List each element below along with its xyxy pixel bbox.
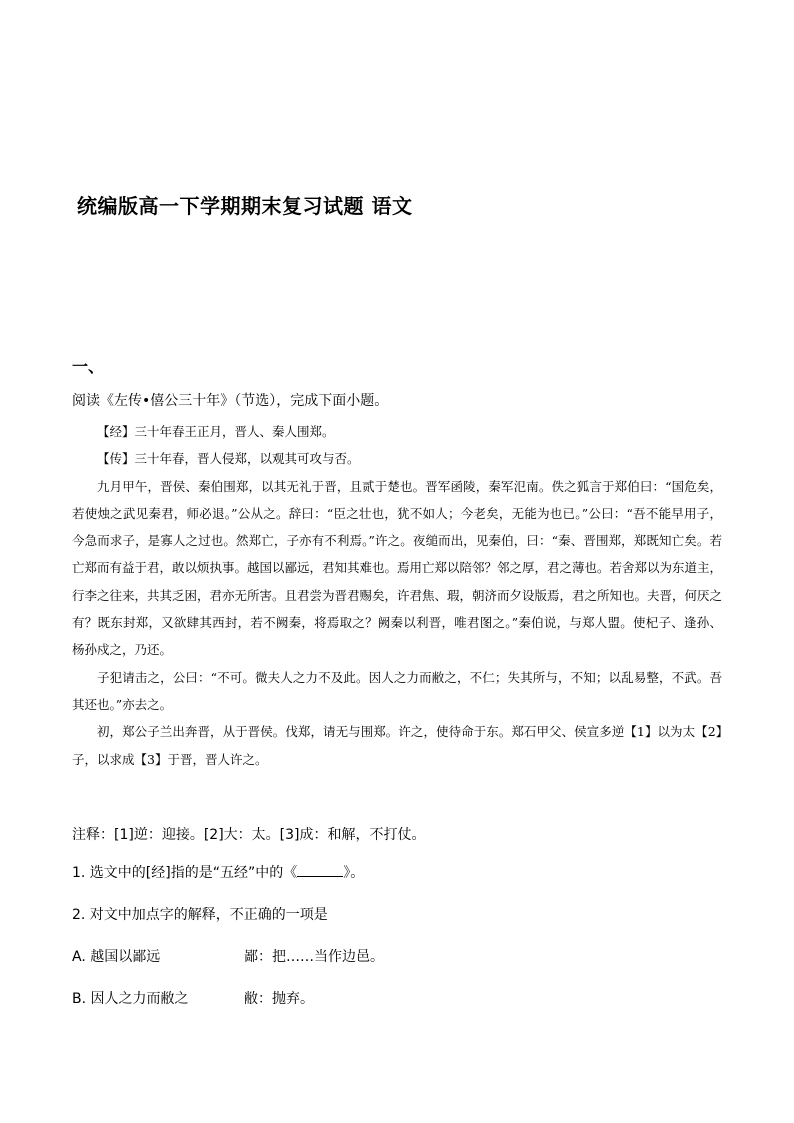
passage-paragraph: 子犯请击之，公曰：“不可。微夫人之力不及此。因人之力而敝之，不仁；失其所与，不知；以乱易整，不武。吾其还也。”亦去之。: [72, 669, 722, 712]
question-1-text: 1. 选文中的[经]指的是“五经”中的《: [72, 865, 298, 881]
reading-instruction: 阅读《左传•僖公三十年》（节选），完成下面小题。: [72, 393, 389, 409]
question-1: [72, 862, 364, 882]
option-a: [72, 946, 384, 966]
passage-paragraph: 【经】三十年春王正月，晋人、秦人围郑。: [97, 424, 335, 439]
passage-paragraph: 九月甲午，晋侯、秦伯围郑，以其无礼于晋，且贰于楚也。晋军函陵，秦军氾南。佚之狐言于郑伯曰：“国危矣，若使烛之武见秦君，师必退。”公从之。辞曰：“臣之壮也，犹不如人；今老矣，无能为也已。”公曰：“吾不能早用子，今急而求子，是寡人之过也。然郑亡，子亦有不利焉。”许之。夜缒而出，见秦伯，曰：“秦、晋围郑，郑既知亡矣。若亡郑而有益于君，敢以烦执事。越国以鄙远，君知其难也。焉用亡郑以陪邻？邻之厚，君之薄也。若舍郑以为东道主，行李之往来，共其乏困，君亦无所害。且君尝为晋君赐矣，许君焦、瑕，朝济而夕设版焉，君之所知也。夫晋，何厌之有？既东封郑，又欲肆其西封，若不阙秦，将焉取之？阙秦以利晋，唯君图之。”秦伯说，与郑人盟。使杞子、逢孙、杨孙戍之，乃还。: [72, 478, 723, 658]
passage-paragraph: 【传】三十年春，晋人侵郑，以观其可攻与否。: [97, 451, 360, 467]
option-b: [72, 988, 314, 1008]
answer-blank: [297, 862, 343, 877]
question-2: 2. 对文中加点字的解释，不正确的一项是: [72, 907, 328, 923]
classical-passage: [72, 418, 722, 773]
option-b-sentence: B. 因人之力而敝之: [72, 991, 189, 1007]
page-title: 统编版高一下学期期末复习试题 语文: [77, 194, 413, 218]
passage-paragraph: 初，郑公子兰出奔晋，从于晋侯。伐郑，请无与围郑。许之，使待命于东。郑石甲父、侯宣多逆【1】以为太【2】子，以求成【3】于晋，晋人许之。: [72, 724, 722, 767]
option-a-gloss: 鄙：把……当作边邑。: [244, 949, 384, 965]
option-a-sentence: A. 越国以鄙远: [72, 949, 161, 965]
annotation-note: 注释：[1]逆：迎接。[2]大：太。[3]成：和解，不打仗。: [72, 827, 426, 843]
option-b-gloss: 敝：抛弃。: [244, 991, 314, 1007]
section-number: 一、: [72, 357, 105, 376]
question-1-suffix: 》。: [343, 865, 365, 881]
